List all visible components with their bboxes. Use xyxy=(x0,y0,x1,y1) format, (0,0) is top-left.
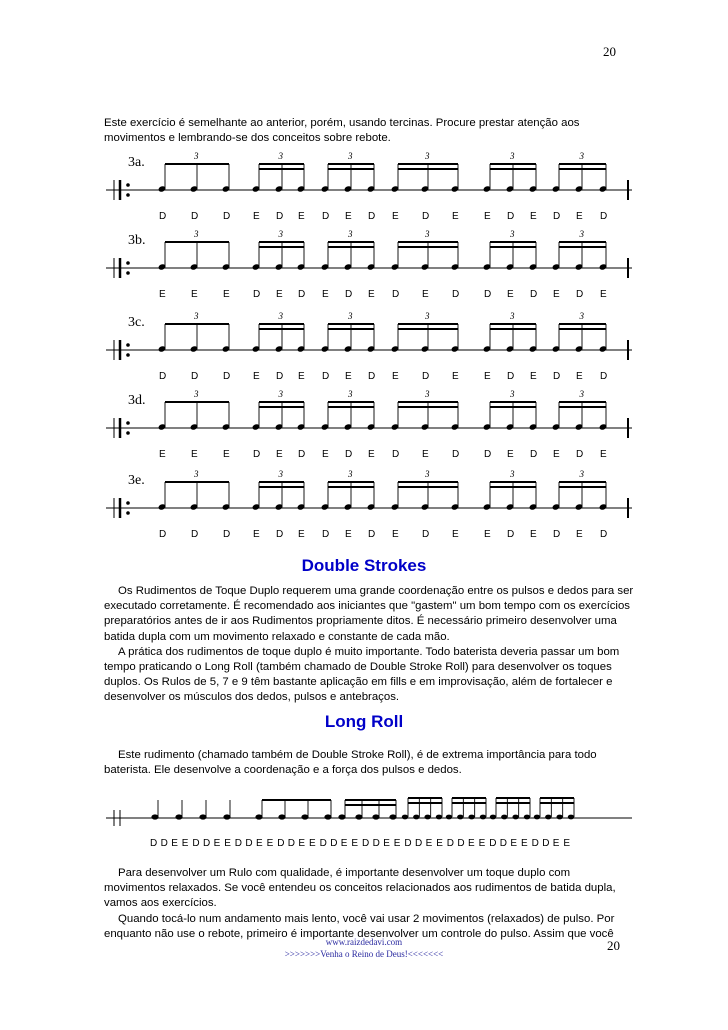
sticking-letter: E xyxy=(521,838,528,849)
sticking-letter: E xyxy=(253,211,260,222)
sticking-letter: E xyxy=(392,529,399,540)
tuplet-mark: 3 xyxy=(510,229,515,239)
sticking-letter: D xyxy=(322,371,330,382)
tuplet-mark: 3 xyxy=(425,311,430,321)
sticking-letter: D xyxy=(530,449,538,460)
sticking-letter: D xyxy=(499,838,508,849)
sticking-letter: E xyxy=(191,449,198,460)
sticking-letter: E xyxy=(309,838,316,849)
tuplet-mark: 3 xyxy=(194,151,199,161)
sticking-letter: E xyxy=(425,838,433,849)
note-head xyxy=(457,815,463,820)
sticking-letter: E xyxy=(159,289,166,300)
sticking-letter: E xyxy=(345,211,352,222)
sticking-letter: E xyxy=(340,838,348,849)
note-head xyxy=(372,814,379,819)
sticking-letter: D xyxy=(192,838,200,849)
sticking-letter: E xyxy=(159,449,166,460)
sticking-letter: E xyxy=(368,289,375,300)
page-number-top: 20 xyxy=(603,44,616,59)
sticking-letter: E xyxy=(507,449,514,460)
sticking-letter: E xyxy=(484,211,491,222)
note-head xyxy=(338,814,345,819)
sticking-letter: E xyxy=(576,371,583,382)
note-head xyxy=(534,815,540,820)
double-strokes-paragraph-2: A prática dos rudimentos de toque duplo é muito importante. Todo baterista deveria passar um bom tempo praticando o Long Roll (também chamado de Double Stroke Roll) para desenvolver os toques duplos. Os Rulos de 5, 7 e 9 têm bastante aplicação em fills e em improvisação, além de fortalecer e desenvolver os músculos dos dedos, pulsos e antebraços. xyxy=(104,645,620,704)
tuplet-mark: 3 xyxy=(510,151,515,161)
sticking-letter: E xyxy=(276,289,283,300)
note-head xyxy=(402,815,408,820)
sticking-letter: D xyxy=(457,838,465,849)
sticking-letter: E xyxy=(368,449,375,460)
sticking-letter: E xyxy=(576,211,583,222)
sticking-letter: D xyxy=(330,838,338,849)
sticking-letter: D xyxy=(422,529,430,540)
repeat-dot xyxy=(126,431,130,435)
sticking-letter: D xyxy=(452,289,460,300)
sticking-letter: D xyxy=(372,838,380,849)
long-roll-paragraph-2: Para desenvolver um Rulo com qualidade, é importante desenvolver um toque duplo com movimentos relaxados. Se você entendeu os conceitos relacionados aos rudimentos de batida dupla, vamos aos exercícios. xyxy=(104,867,616,910)
sticking-letter: D xyxy=(553,529,561,540)
exercise-staves xyxy=(0,150,728,540)
sticking-letter: D xyxy=(368,211,376,222)
note-head xyxy=(568,815,574,820)
tuplet-mark: 3 xyxy=(348,151,353,161)
repeat-dot xyxy=(126,501,130,505)
sticking-letter: D xyxy=(553,371,561,382)
tuplet-mark: 3 xyxy=(194,389,199,399)
sticking-letter: E xyxy=(276,449,283,460)
note-head xyxy=(175,814,182,819)
sticking-letter: D xyxy=(484,289,492,300)
sticking-letter: D xyxy=(446,838,455,849)
tuplet-mark: 3 xyxy=(510,311,515,321)
tuplet-mark: 3 xyxy=(510,389,515,399)
tuplet-mark: 3 xyxy=(510,469,515,479)
sticking-letter: D xyxy=(276,529,284,540)
sticking-letter: E xyxy=(422,449,429,460)
sticking-letter: D xyxy=(422,211,430,222)
sticking-letter: E xyxy=(223,289,230,300)
sticking-letter: E xyxy=(600,449,607,460)
sticking-letter: D xyxy=(422,371,430,382)
sticking-letter: D xyxy=(553,211,561,222)
sticking-letter: D xyxy=(276,371,284,382)
tuplet-mark: 3 xyxy=(579,311,584,321)
sticking-letter: D xyxy=(345,289,353,300)
double-strokes-text xyxy=(104,584,634,706)
sticking-letter: D xyxy=(392,289,400,300)
sticking-letter: D xyxy=(489,838,497,849)
sticking-letter: D xyxy=(322,211,330,222)
sticking-letter: E xyxy=(530,371,537,382)
sticking-letter: D xyxy=(392,449,400,460)
sticking-letter: E xyxy=(298,529,305,540)
sticking-letter: E xyxy=(484,371,491,382)
note-head xyxy=(524,815,530,820)
sticking-letter: D xyxy=(298,289,306,300)
note-head xyxy=(223,814,230,819)
note-head xyxy=(501,815,507,820)
tuplet-mark: 3 xyxy=(425,151,430,161)
sticking-letter: E xyxy=(298,371,305,382)
page-number-bottom: 20 xyxy=(607,938,620,953)
sticking-letter: E xyxy=(256,838,263,849)
sticking-letter: D xyxy=(507,371,515,382)
sticking-letter: E xyxy=(171,838,178,849)
note-head xyxy=(545,815,551,820)
sticking-letter: D xyxy=(404,838,412,849)
sticking-letter: E xyxy=(530,211,537,222)
note-head xyxy=(446,815,452,820)
long-roll-staff xyxy=(0,788,728,858)
exercise-label: 3a. xyxy=(128,155,145,170)
tuplet-mark: 3 xyxy=(425,469,430,479)
sticking-letter: E xyxy=(393,838,401,849)
repeat-dot xyxy=(126,261,130,265)
sticking-letter: E xyxy=(322,289,329,300)
tuplet-mark: 3 xyxy=(278,229,283,239)
sticking-letter: E xyxy=(530,529,537,540)
sticking-letter: E xyxy=(213,838,221,849)
sticking-letter: E xyxy=(345,371,352,382)
long-roll-paragraph-3: Quando tocá-lo num andamento mais lento, você vai usar 2 movimentos (relaxados) de pulso. Por enquanto não use o rebote, primeiro é importante desenvolver um controle do pulso. Assim que você xyxy=(104,912,615,940)
note-head xyxy=(436,815,442,820)
sticking-letter: D xyxy=(245,838,253,849)
tuplet-mark: 3 xyxy=(425,389,430,399)
sticking-letter: D xyxy=(600,211,608,222)
note-head xyxy=(424,815,430,820)
tuplet-mark: 3 xyxy=(194,311,199,321)
note-head xyxy=(355,814,362,819)
exercise-label: 3e. xyxy=(128,473,145,488)
sticking-letter: E xyxy=(223,449,230,460)
note-head xyxy=(389,814,396,819)
exercise-label: 3d. xyxy=(128,393,146,408)
sticking-letter: E xyxy=(181,838,189,849)
sticking-letter: E xyxy=(436,838,443,849)
sticking-letter: D xyxy=(600,371,608,382)
sticking-letter: E xyxy=(383,838,390,849)
sticking-letter: D xyxy=(223,371,231,382)
sticking-letter: D xyxy=(287,838,296,849)
sticking-letter: E xyxy=(452,529,459,540)
sticking-letter: E xyxy=(253,371,260,382)
note-head xyxy=(324,814,331,819)
tuplet-mark: 3 xyxy=(278,151,283,161)
sticking-letter: E xyxy=(224,838,231,849)
sticking-letter: E xyxy=(478,838,486,849)
sticking-letter: D xyxy=(150,838,158,849)
long-roll-paragraph-1: Este rudimento (chamado também de Double Stroke Roll), é de extrema importância para todo baterista. Ele desenvolve a coordenação e a força dos pulsos e dedos. xyxy=(104,749,597,777)
sticking-letter: E xyxy=(553,289,560,300)
sticking-letter: D xyxy=(576,289,584,300)
sticking-letter: E xyxy=(452,371,459,382)
sticking-letter: D xyxy=(298,449,306,460)
repeat-dot xyxy=(126,421,130,425)
sticking-letter: D xyxy=(159,371,167,382)
exercise-label: 3c. xyxy=(128,315,145,330)
sticking-letter: D xyxy=(576,449,584,460)
sticking-letter: D xyxy=(484,449,492,460)
sticking-letter: E xyxy=(452,211,459,222)
intro-text xyxy=(104,116,634,146)
tuplet-mark: 3 xyxy=(348,229,353,239)
double-strokes-paragraph-1: Os Rudimentos de Toque Duplo requerem uma grande coordenação entre os pulsos e dedos para ser executado corretamente. É recomendado aos iniciantes que "gastem" um bom tempo com os exercícios preparatórios antes de ir aos Rudimentos propriamente ditos. É necessário primeiro desenvolver uma batida dupla com um movimento relaxado e constante de cada mão. xyxy=(104,585,634,643)
sticking-letter: E xyxy=(298,211,305,222)
note-head xyxy=(490,815,496,820)
sticking-letter: D xyxy=(415,838,423,849)
double-strokes-heading: Double Strokes xyxy=(301,556,427,575)
sticking-letter: D xyxy=(159,211,167,222)
tuplet-mark: 3 xyxy=(278,389,283,399)
repeat-dot xyxy=(126,271,130,275)
note-head xyxy=(151,814,158,819)
sticking-letter: E xyxy=(298,838,306,849)
sticking-letter: E xyxy=(576,529,583,540)
sticking-letter: E xyxy=(351,838,359,849)
note-head xyxy=(468,815,474,820)
tuplet-mark: 3 xyxy=(579,469,584,479)
sticking-letter: E xyxy=(553,449,560,460)
note-head xyxy=(512,815,518,820)
tuplet-mark: 3 xyxy=(579,229,584,239)
sticking-letter: E xyxy=(552,838,560,849)
sticking-letter: D xyxy=(277,838,285,849)
note-head xyxy=(480,815,486,820)
sticking-letter: D xyxy=(191,211,199,222)
sticking-letter: D xyxy=(253,449,261,460)
sticking-letter: E xyxy=(392,371,399,382)
sticking-letter: D xyxy=(542,838,550,849)
sticking-letter: D xyxy=(530,289,538,300)
sticking-letter: D xyxy=(191,371,199,382)
exercise-label: 3b. xyxy=(128,233,146,248)
sticking-letter: E xyxy=(322,449,329,460)
tuplet-mark: 3 xyxy=(579,151,584,161)
sticking-letter: D xyxy=(160,838,168,849)
sticking-letter: D xyxy=(452,449,460,460)
sticking-letter: E xyxy=(345,529,352,540)
sticking-letter: D xyxy=(531,838,539,849)
tuplet-mark: 3 xyxy=(425,229,430,239)
sticking-letter: D xyxy=(368,371,376,382)
sticking-letter: D xyxy=(322,529,330,540)
footer-message: >>>>>>>Venha o Reino de Deus!<<<<<<< xyxy=(284,949,444,959)
sticking-letter: D xyxy=(368,529,376,540)
sticking-letter: D xyxy=(234,838,243,849)
sticking-letter: E xyxy=(468,838,475,849)
long-roll-text xyxy=(104,748,634,778)
sticking-letter: D xyxy=(507,529,515,540)
intro-paragraph: Este exercício é semelhante ao anterior, porém, usando tercinas. Procure prestar atenção aos movimentos e lembrando-se dos conceitos sobre rebote. xyxy=(104,117,580,145)
sticking-letter: E xyxy=(484,529,491,540)
tuplet-mark: 3 xyxy=(348,311,353,321)
sticking-letter: E xyxy=(422,289,429,300)
sticking-letter: D xyxy=(203,838,211,849)
sticking-letter: E xyxy=(600,289,607,300)
sticking-letter: D xyxy=(507,211,515,222)
sticking-letter: D xyxy=(223,529,231,540)
sticking-letter: D xyxy=(362,838,370,849)
sticking-letter: D xyxy=(600,529,608,540)
long-roll-exercise-text xyxy=(104,866,634,942)
sticking-letter: D xyxy=(276,211,284,222)
sticking-letter: D xyxy=(159,529,167,540)
tuplet-mark: 3 xyxy=(348,469,353,479)
sticking-letter: E xyxy=(563,838,571,849)
tuplet-mark: 3 xyxy=(194,229,199,239)
note-head xyxy=(413,815,419,820)
tuplet-mark: 3 xyxy=(348,389,353,399)
tuplet-mark: 3 xyxy=(579,389,584,399)
tuplet-mark: 3 xyxy=(278,311,283,321)
note-head xyxy=(278,814,285,819)
sticking-letter: E xyxy=(507,289,514,300)
sticking-letter: E xyxy=(191,289,198,300)
sticking-letter: E xyxy=(253,529,260,540)
repeat-dot xyxy=(126,511,130,515)
repeat-dot xyxy=(126,183,130,187)
sticking-letter: D xyxy=(191,529,199,540)
tuplet-mark: 3 xyxy=(278,469,283,479)
sticking-letter: D xyxy=(319,838,327,849)
long-roll-heading: Long Roll xyxy=(324,712,404,731)
note-head xyxy=(556,815,562,820)
sticking-letter: D xyxy=(345,449,353,460)
sticking-letter: D xyxy=(223,211,231,222)
footer-url: www.raizdedavi.com xyxy=(325,937,403,947)
tuplet-mark: 3 xyxy=(194,469,199,479)
sticking-letter: E xyxy=(510,838,518,849)
sticking-letter: E xyxy=(266,838,274,849)
repeat-dot xyxy=(126,353,130,357)
sticking-letter: E xyxy=(392,211,399,222)
note-head xyxy=(255,814,262,819)
note-head xyxy=(199,814,206,819)
repeat-dot xyxy=(126,343,130,347)
sticking-letter: D xyxy=(253,289,261,300)
note-head xyxy=(301,814,308,819)
repeat-dot xyxy=(126,193,130,197)
